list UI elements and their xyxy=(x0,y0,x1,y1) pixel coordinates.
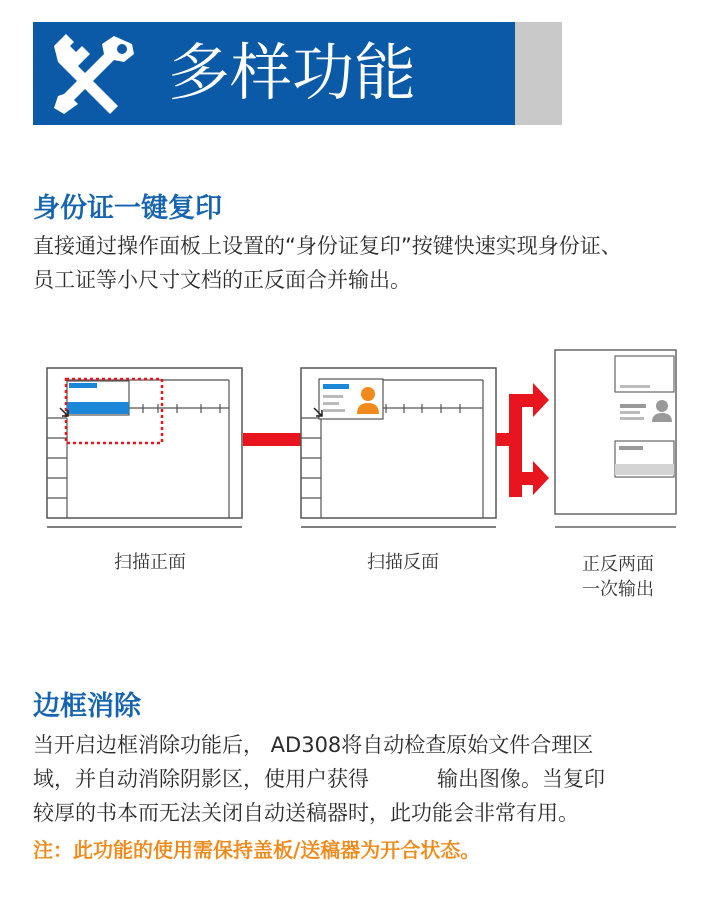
tools-icon xyxy=(48,32,136,114)
section-text-line xyxy=(33,762,605,796)
section-text-segment: 输出图像。当复印 xyxy=(437,767,605,791)
section-text-line: 当开启边框消除功能后， AD308将自动检查原始文件合理区 xyxy=(33,733,594,757)
page-title: 多样功能 xyxy=(168,36,417,109)
section-text-line: 员工证等小尺寸文档的正反面合并输出。 xyxy=(33,268,411,292)
output-page-illustration xyxy=(555,350,676,527)
caption-output-line2: 一次输出 xyxy=(582,579,654,600)
scanner-front-illustration xyxy=(47,368,242,527)
caption-output-line1: 正反两面 xyxy=(582,554,654,575)
section-title-id-copy: 身份证一键复印 xyxy=(33,193,222,224)
caption-scan-back: 扫描反面 xyxy=(367,552,439,573)
header-banner-accent xyxy=(515,22,562,125)
split-arrow xyxy=(496,383,549,497)
scanner-back-illustration xyxy=(301,368,496,527)
section-note: 注：此功能的使用需保持盖板/送稿器为开合状态。 xyxy=(33,838,481,862)
section-text-line: 较厚的书本而无法关闭自动送稿器时，此功能会非常有用。 xyxy=(33,801,579,825)
arrow-connector xyxy=(243,433,303,446)
caption-scan-front: 扫描正面 xyxy=(114,552,186,573)
section-title-border-erase: 边框消除 xyxy=(33,691,141,722)
section-text-segment: 域，并自动消除阴影区，使用户获得 xyxy=(33,767,369,791)
section-text-line: 直接通过操作面板上设置的“身份证复印”按键快速实现身份证、 xyxy=(33,234,622,258)
